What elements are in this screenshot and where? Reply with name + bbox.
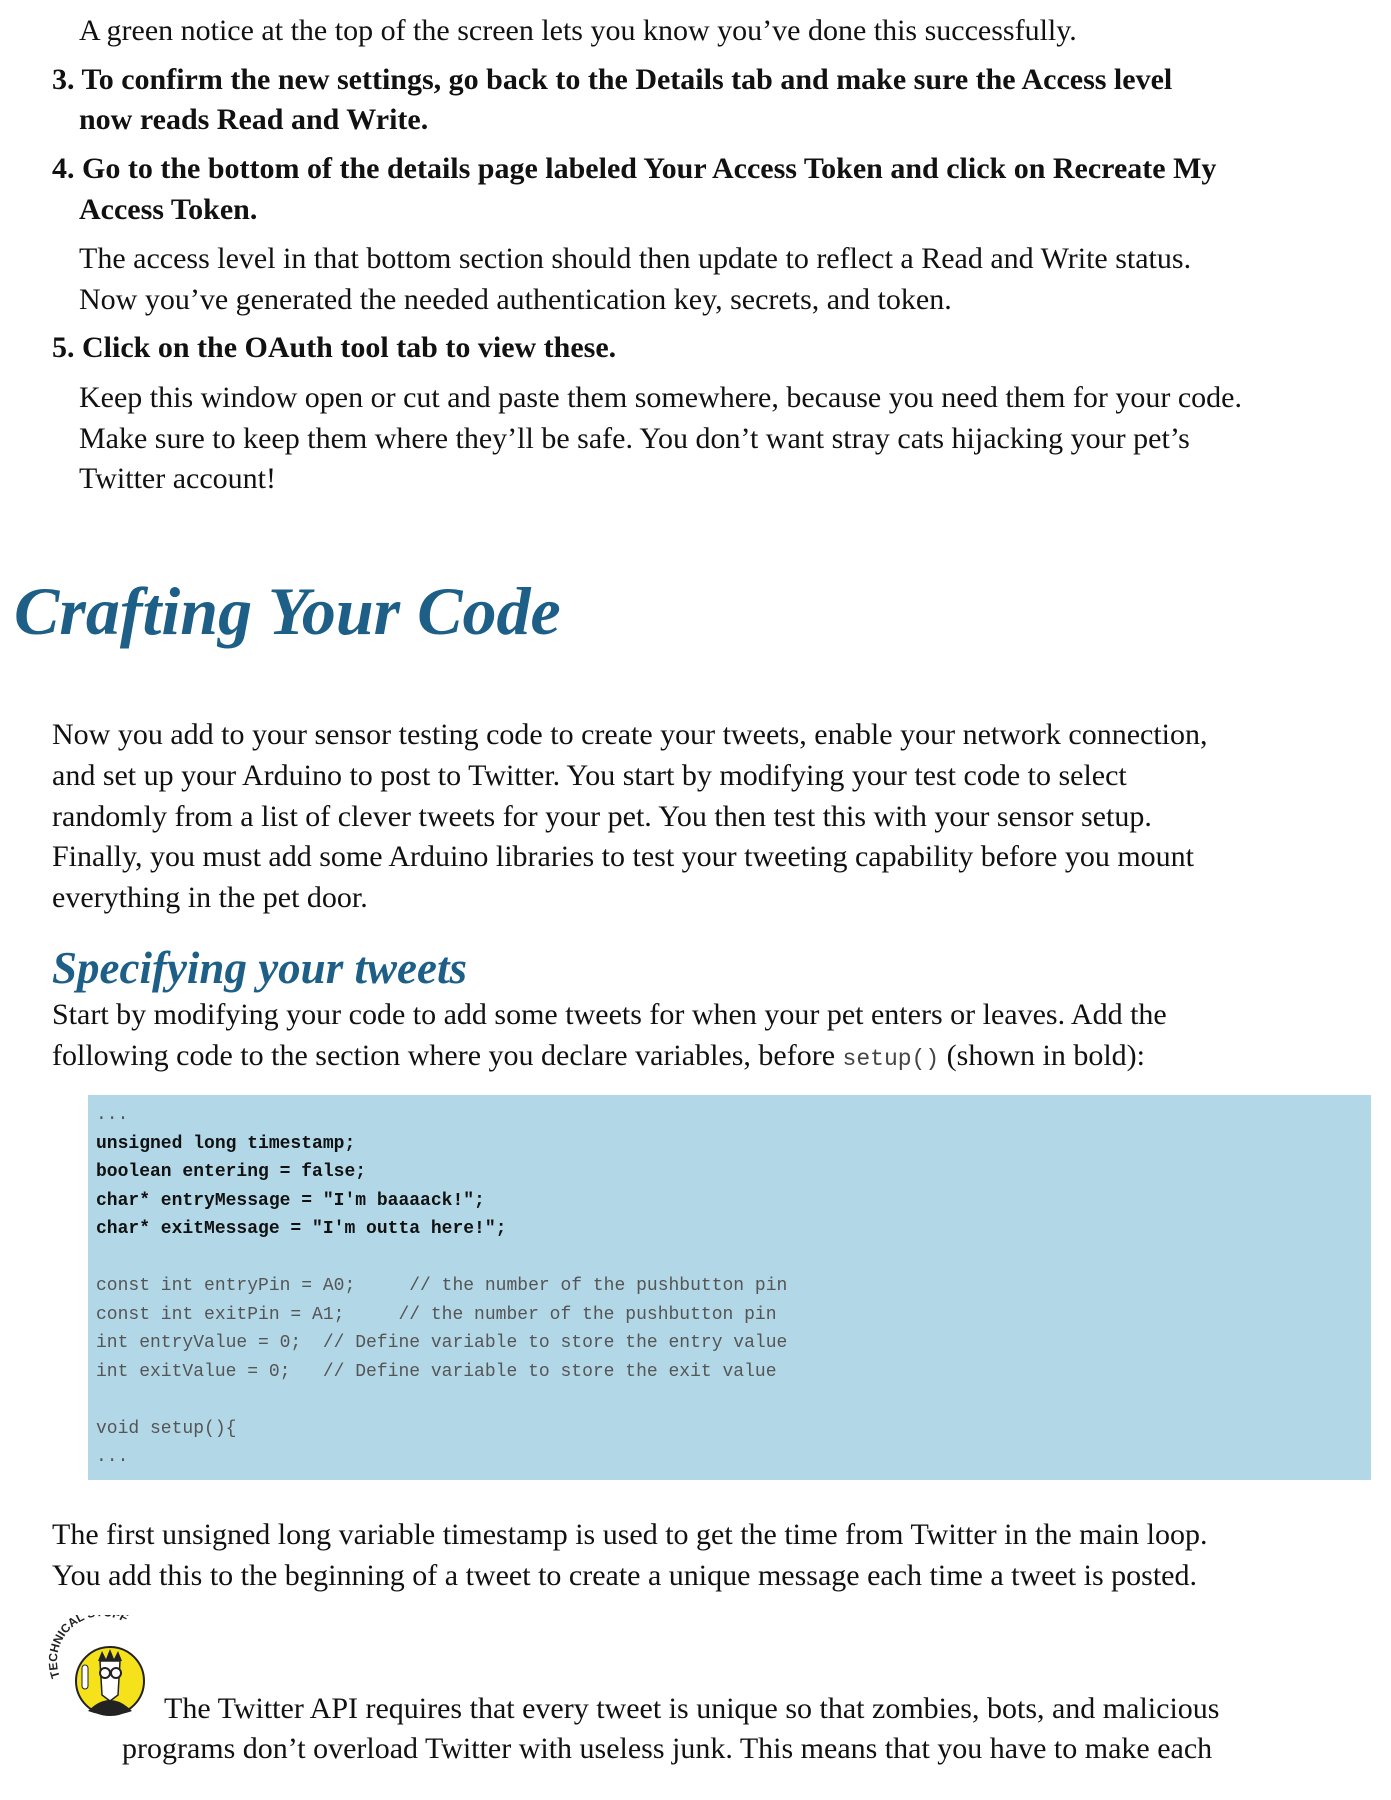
- after-code-line: You add this to the beginning of a tweet to create a unique message each time a tweet is posted.: [52, 1559, 1197, 1592]
- step-5: 5. Click on the OAuth tool tab to view these.: [52, 331, 617, 364]
- code-line: int entryValue = 0; // Define variable to store the entry value: [96, 1333, 788, 1353]
- code-line: ...: [96, 1105, 129, 1125]
- code-line: char* exitMessage = "I'm outta here!";: [96, 1219, 507, 1239]
- text: (shown in bold):: [939, 1039, 1145, 1072]
- intro-line: everything in the pet door.: [52, 881, 368, 914]
- section-heading: Crafting Your Code: [14, 573, 561, 649]
- intro-line: Now you add to your sensor testing code to create your tweets, enable your network connection,: [52, 718, 1208, 751]
- code-line: int exitValue = 0; // Define variable to store the exit value: [96, 1361, 777, 1382]
- code-line: boolean entering = false;: [96, 1162, 367, 1182]
- step-3: now reads Read and Write.: [79, 103, 429, 136]
- step-4-body: The access level in that bottom section should then update to reflect a Read and Write status.: [79, 242, 1192, 275]
- code-line: unsigned long timestamp;: [96, 1133, 356, 1154]
- step-intro-line: A green notice at the top of the screen lets you know you’ve done this successfully.: [79, 14, 1077, 47]
- code-line: void setup(){: [96, 1418, 237, 1439]
- step-4: 4. Go to the bottom of the details page labeled Your Access Token and click on Recreate My: [52, 152, 1217, 185]
- step-4-body: Now you’ve generated the needed authentication key, secrets, and token.: [79, 283, 952, 316]
- step-5-body: Make sure to keep them where they’ll be safe. You don’t want stray cats hijacking your pet’s: [79, 422, 1190, 455]
- svg-text:TECHNICAL STUFF: T HNICAL F: [48, 1615, 131, 1681]
- intro-line: Finally, you must add some Arduino libraries to test your tweeting capability before you mount: [52, 840, 1195, 873]
- after-code-line: The first unsigned long variable timestamp is used to get the time from Twitter in the main loop.: [52, 1518, 1208, 1551]
- step-5-body: Twitter account!: [79, 462, 276, 495]
- code-line: const int exitPin = A1; // the number of the pushbutton pin: [96, 1304, 777, 1325]
- text: following code to the section where you declare variables, before: [52, 1039, 843, 1072]
- subsection-heading: Specifying your tweets: [52, 943, 467, 993]
- code-line: const int entryPin = A0; // the number of the pushbutton pin: [96, 1276, 788, 1296]
- code-block: [88, 1095, 1371, 1480]
- tip-line: programs don’t overload Twitter with useless junk. This means that you have to make each: [122, 1732, 1213, 1765]
- intro-line: and set up your Arduino to post to Twitter. You start by modifying your test code to select: [52, 759, 1127, 792]
- intro-line: randomly from a list of clever tweets for your pet. You then test this with your sensor setup.: [52, 800, 1152, 833]
- sub-paragraph-line: [52, 1035, 1145, 1080]
- step-4: Access Token.: [79, 193, 258, 226]
- code-line: char* entryMessage = "I'm baaaack!";: [96, 1190, 485, 1211]
- step-5-body: Keep this window open or cut and paste them somewhere, because you need them for your code.: [79, 381, 1242, 414]
- step-3: 3. To confirm the new settings, go back to the Details tab and make sure the Access level: [52, 63, 1173, 96]
- inline-code: setup(): [842, 1046, 940, 1072]
- sub-paragraph-line: Start by modifying your code to add some tweets for when your pet enters or leaves. Add the: [52, 998, 1167, 1031]
- code-line: ...: [96, 1447, 129, 1467]
- tip-line: The Twitter API requires that every tweet is unique so that zombies, bots, and malicious: [164, 1692, 1220, 1725]
- technical-stuff-icon: [48, 1615, 158, 1720]
